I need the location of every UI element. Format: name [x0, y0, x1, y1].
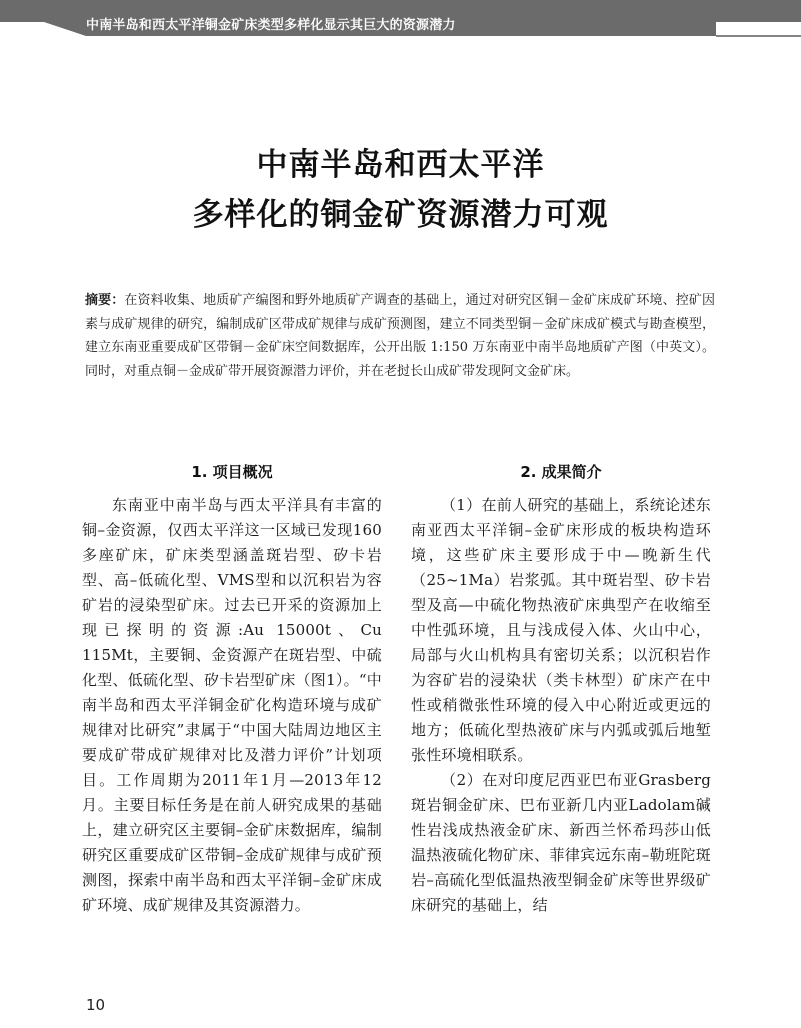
abstract [85, 289, 715, 383]
article-title-line-1: 中南半岛和西太平洋 [256, 147, 545, 183]
section-heading-results: 2. 成果简介 [520, 463, 602, 481]
header-band [0, 0, 801, 40]
section-heading-project-overview: 1. 项目概况 [191, 463, 273, 481]
section-paragraph: （1）在前人研究的基础上，系统论述东南亚西太平洋铜–金矿床形成的板块构造环境，这些矿床主要形成于中—晚新生代（25~1Ma）岩浆弧。其中斑岩型、矽卡岩型及高—中硫化物热液矿床典型产在收缩至中性弧环境，且与浅成侵入体、火山中心，局部与火山机构具有密切关系；以沉积岩作为容矿岩的浸染状（类卡林型）矿床产在中性或稍微张性环境的侵入中心附近或更远的地方；低硫化型热液矿床与内弧或弧后地堑张性环境相联系。 [411, 496, 711, 764]
article-title [0, 140, 801, 240]
abstract-text: 在资料收集、地质矿产编图和野外地质矿产调查的基础上，通过对研究区铜－金矿床成矿环境、控矿因素与成矿规律的研究，编制成矿区带成矿规律与成矿预测图，建立不同类型铜－金矿床成矿模式与勘查模型，建立东南亚重要成矿区带铜－金矿床空间数据库，公开出版 1:150 万东南亚中南半岛地质矿产图（中英文）。同时，对重点铜－金成矿带开展资源潜力评价，并在老挝长山成矿带发现阿文金矿床。 [85, 293, 715, 379]
section-paragraph: 东南亚中南半岛与西太平洋具有丰富的铜–金资源，仅西太平洋这一区域已发现160多座矿床，矿床类型涵盖斑岩型、矽卡岩型、高–低硫化型、VMS型和以沉积岩为容矿岩的浸染型矿床。过去已开采的资源加上现已探明的资源:Au 15000t、Cu 115Mt，主要铜、金资源产在斑岩型、中硫化型、低硫化型、矽卡岩型矿床（图1）。“中南半岛和西太平洋铜金矿化构造环境与成矿规律对比研究”隶属于“中国大陆周边地区主要成矿带成矿规律对比及潜力评价”计划项目。工作周期为2011年1月—2013年12月。主要目标任务是在前人研究成果的基础上，建立研究区主要铜–金矿床数据库，编制研究区重要成矿区带铜–金成矿规律与成矿预测图，探索中南半岛和西太平洋铜–金矿床成矿环境、成矿规律及其资源潜力。 [82, 496, 382, 914]
running-head-title: 中南半岛和西太平洋铜金矿床类型多样化显示其巨大的资源潜力 [86, 18, 456, 33]
abstract-label: 摘要： [85, 293, 125, 308]
right-column [411, 461, 711, 918]
page-number: 10 [86, 996, 106, 1014]
section-paragraph: （2）在对印度尼西亚巴布亚Grasberg斑岩铜金矿床、巴布亚新几内亚Ladolam碱性岩浅成热液金矿床、新西兰怀希玛莎山低温热液硫化物矿床、菲律宾远东南–勒班陀斑岩–高硫化型低温热液型铜金矿床等世界级矿床研究的基础上，结 [411, 771, 711, 914]
left-column [82, 461, 382, 918]
article-title-line-2: 多样化的铜金矿资源潜力可观 [192, 197, 609, 233]
